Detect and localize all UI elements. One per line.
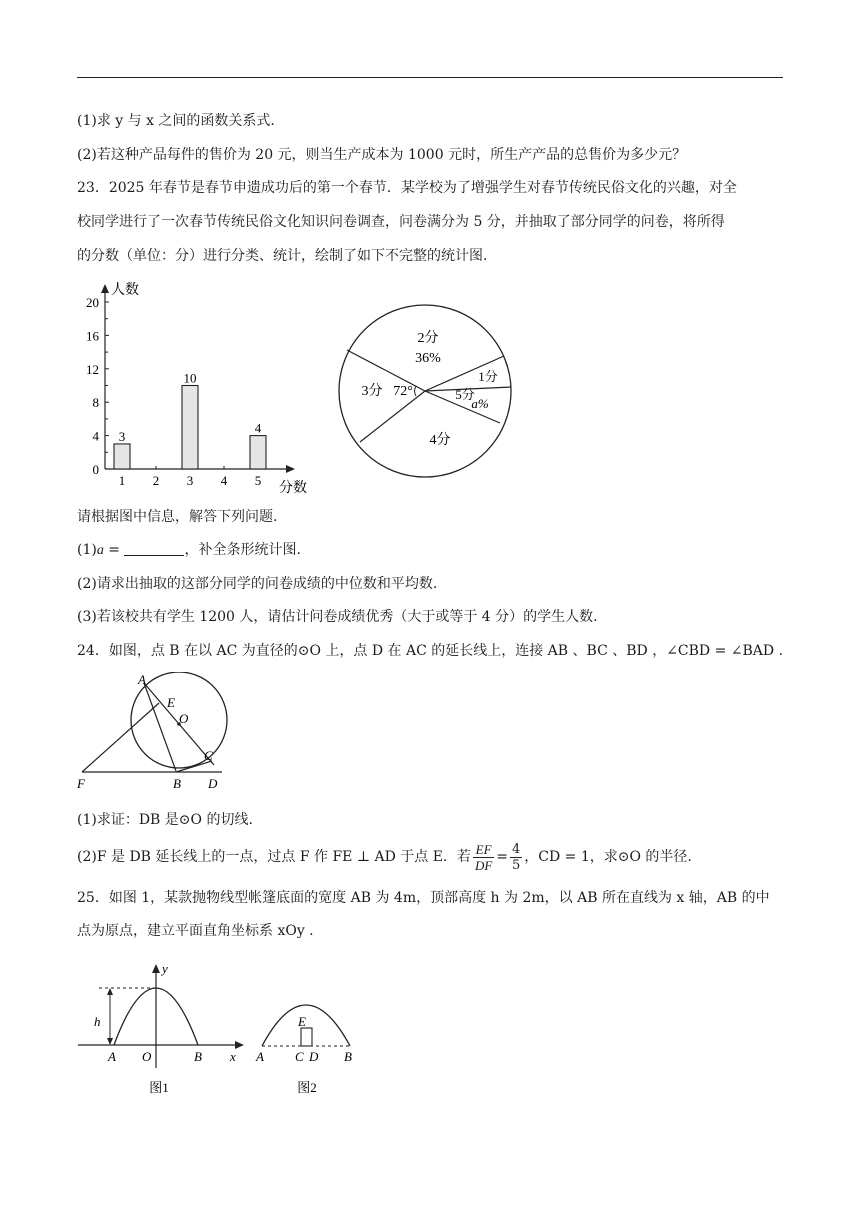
q23-part1 xyxy=(77,540,787,561)
bar-y-tick-label: 4 xyxy=(92,428,99,444)
fraction-4-5 xyxy=(510,842,522,873)
q23-part2: (2)请求出抽取的这部分同学的问卷成绩的中位数和平均数. xyxy=(77,576,438,592)
bar-5 xyxy=(250,436,266,469)
header-rule xyxy=(77,77,783,78)
y-axis-arrow xyxy=(152,964,160,973)
bar-1 xyxy=(114,444,130,469)
pie-label-2: 2分 xyxy=(417,331,439,346)
q23-text-2: 校同学进行了一次春节传统民俗文化知识问卷调查，问卷满分为 5 分，并抽取了部分同学的问卷，将所得 xyxy=(77,214,725,230)
q23-part1-text: ，补全条形统计图. xyxy=(184,542,301,558)
q23-text-3: 的分数（单位：分）进行分类、统计，绘制了如下不完整的统计图. xyxy=(77,248,488,264)
label-a: A xyxy=(256,1049,264,1064)
pie-value-3: 72° xyxy=(393,384,413,399)
fraction-value-num: 4 xyxy=(512,841,521,857)
q24-figure xyxy=(74,672,234,796)
label-d: D xyxy=(208,776,218,791)
label-o: O xyxy=(179,711,189,726)
caption-figure-1: 图1 xyxy=(149,1080,169,1095)
fraction-ef-df xyxy=(473,842,494,873)
q23-part3: (3)若该校共有学生 1200 人，请估计问卷成绩优秀（大于或等于 4 分）的学生人数. xyxy=(77,609,598,625)
label-h: h xyxy=(94,1014,101,1029)
label-c: C xyxy=(295,1049,304,1064)
label-b: B xyxy=(194,1049,202,1064)
q23-part1-var: a xyxy=(96,543,104,558)
bar-x-tick-label: 1 xyxy=(118,473,126,488)
fraction-num: EF xyxy=(473,842,494,858)
x-axis-arrow xyxy=(235,1041,244,1049)
pie-label-3: 3分 xyxy=(361,384,383,399)
parabola-2 xyxy=(262,1005,350,1046)
fraction-value-den: 5 xyxy=(512,857,521,873)
label-f: F xyxy=(77,776,85,791)
answer-blank xyxy=(124,541,184,556)
fraction-den: DF xyxy=(474,857,493,873)
q24-part2-end: ，CD = 1，求⊙O 的半径. xyxy=(524,849,692,865)
bar-y-tick-label: 12 xyxy=(86,361,99,377)
label-b: B xyxy=(344,1049,352,1064)
q24-part2 xyxy=(77,840,787,874)
q25-figure-1 xyxy=(74,958,254,1098)
label-e: E xyxy=(167,695,175,710)
label-y: y xyxy=(162,961,168,976)
bar-x-axis-arrow xyxy=(286,465,295,473)
rectangle-cd xyxy=(301,1028,312,1046)
pie-label-5: 5分 xyxy=(455,387,475,402)
h-arrow-top xyxy=(107,988,113,995)
bar-x-tick-label: 3 xyxy=(186,473,194,488)
label-e: E xyxy=(298,1014,306,1029)
bar-y-tick-label: 8 xyxy=(92,395,99,411)
bar-y-tick-label: 16 xyxy=(86,328,99,344)
bar-y-tick-label: 0 xyxy=(92,462,99,477)
bar-x-axis-label: 分数 xyxy=(279,481,307,496)
bar-value-label-3: 10 xyxy=(183,370,197,386)
bar-y-axis-label: 人数 xyxy=(111,283,139,298)
label-x: x xyxy=(230,1049,236,1064)
caption-figure-2: 图2 xyxy=(297,1080,317,1095)
pie-value-5: a% xyxy=(471,396,489,411)
q22-part2: (2)若这种产品每件的售价为 20 元，则当生产成本为 1000 元时，所生产产品的总售价为多少元？ xyxy=(77,147,687,163)
bar-x-tick-label: 5 xyxy=(254,473,262,488)
pie-angle-arc xyxy=(415,386,416,396)
q24-part1: (1)求证：DB 是⊙O 的切线. xyxy=(77,812,253,828)
bar-value-label-1: 3 xyxy=(118,428,126,444)
pie-divider-3-2 xyxy=(347,350,425,391)
bar-x-tick-label: 2 xyxy=(152,473,160,488)
bar-x-tick-label: 4 xyxy=(220,473,228,488)
fraction-eq: = xyxy=(496,849,509,865)
q24-part2-text: (2)F 是 DB 延长线上的一点，过点 F 作 FE ⊥ AD 于点 E．若 xyxy=(77,849,471,865)
q22-part1: (1)求 y 与 x 之间的函数关系式. xyxy=(77,113,275,129)
bar-chart xyxy=(75,276,315,496)
q24-text-1: 24．如图，点 B 在以 AC 为直径的⊙O 上，点 D 在 AC 的延长线上，连接 AB 、BC 、BD ，∠CBD = ∠BAD . xyxy=(77,643,784,659)
label-b: B xyxy=(173,776,181,791)
bar-3 xyxy=(182,386,198,470)
h-arrow-bottom xyxy=(107,1038,113,1045)
bar-y-tick-label: 20 xyxy=(86,295,99,310)
q23-intro: 请根据图中信息，解答下列问题. xyxy=(77,509,278,525)
label-a: A xyxy=(138,672,146,687)
label-a: A xyxy=(108,1049,116,1064)
pie-value-2: 36% xyxy=(415,351,441,366)
pie-label-1: 1分 xyxy=(478,369,498,384)
bar-value-label-5: 4 xyxy=(254,420,262,436)
label-d: D xyxy=(309,1049,319,1064)
pie-label-4: 4分 xyxy=(429,433,451,448)
pie-chart xyxy=(330,296,520,486)
label-o: O xyxy=(142,1049,152,1064)
q25-text-1: 25．如图 1，某款抛物线型帐篷底面的宽度 AB 为 4m，顶部高度 h 为 2m，以 AB 所在直线为 x 轴，AB 的中 xyxy=(77,890,770,906)
q23-text-1: 23．2025 年春节是春节申遗成功后的第一个春节．某学校为了增强学生对春节传统民俗文化的兴趣，对全 xyxy=(77,180,737,196)
q23-part1-num: (1) xyxy=(77,542,97,558)
q23-part1-eq: = xyxy=(103,542,125,558)
segment-fe xyxy=(82,703,159,772)
label-c: C xyxy=(204,748,213,763)
bar-y-axis-arrow xyxy=(101,284,109,293)
q25-text-2: 点为原点，建立平面直角坐标系 xOy . xyxy=(77,923,314,939)
q25-figure-2 xyxy=(254,990,366,1100)
